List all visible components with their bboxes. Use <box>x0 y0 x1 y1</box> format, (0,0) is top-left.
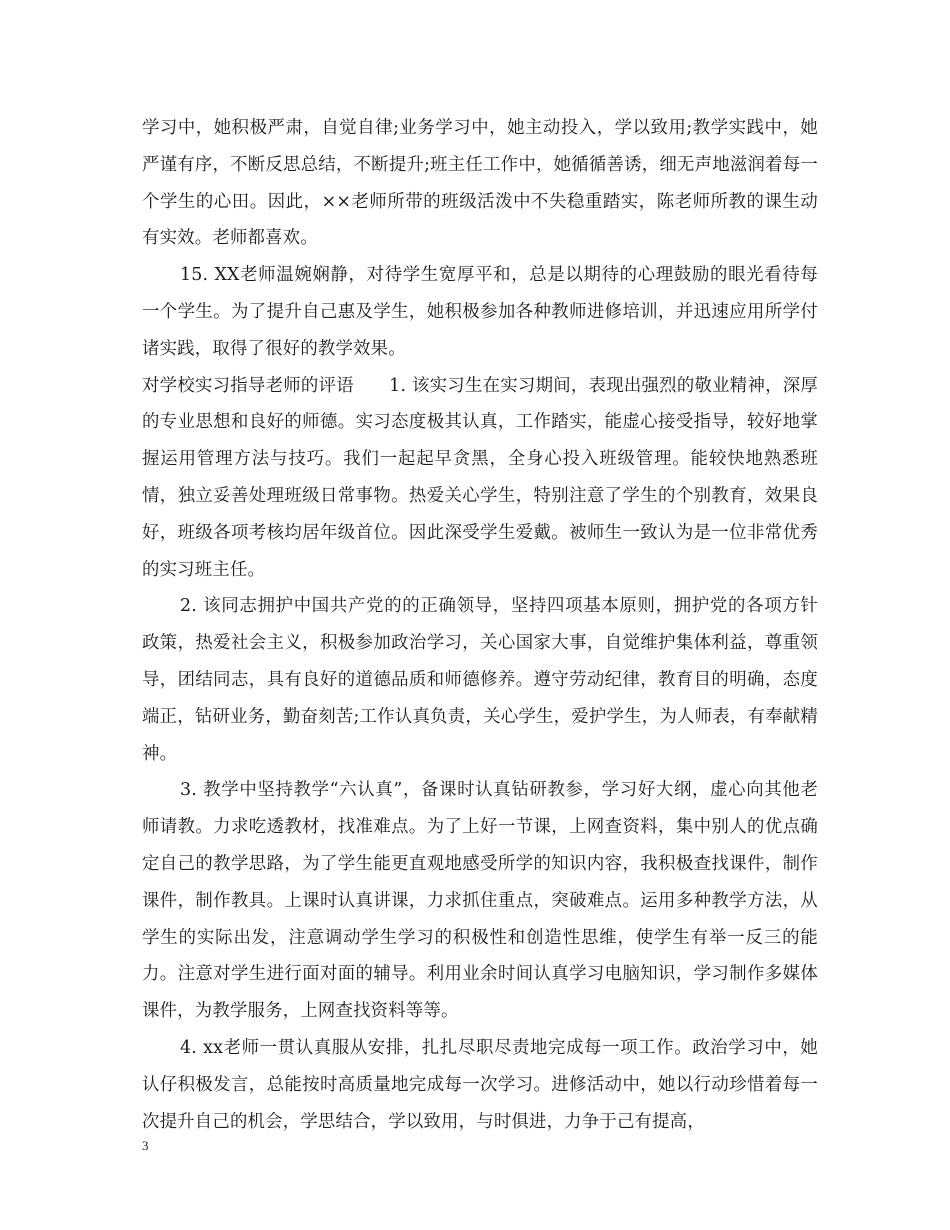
paragraph-internship-comment-1: 对学校实习指导老师的评语 1. 该实习生在实习期间，表现出强烈的敬业精神，深厚的专业思想和良好的师德。实习态度极其认真，工作踏实，能虚心接受指导，较好地掌握运用管理方法与技巧。我们一起起早贪黑，全身心投入班级管理。能较快地熟悉班情，独立妥善处理班级日常事物。热爱关心学生，特别注意了学生的个别教育，效果良好，班级各项考核均居年级首位。因此深受学生爱戴。被师生一致认为是一位非常优秀的实习班主任。 <box>142 375 818 580</box>
paragraph-comment-4: 4. xx老师一贯认真服从安排，扎扎尽职尽责地完成每一项工作。政治学习中，她认仔积极发言，总能按时高质量地完成每一次学习。进修活动中，她以行动珍惜着每一次提升自己的机会，学思结合，学以致用，与时俱进，力争于己有提高， <box>142 1037 818 1132</box>
paragraph-comment-3: 3. 教学中坚持教学“六认真”，备课时认真钻研教参，学习好大纲，虚心向其他老师请教。力求吃透教材，找准难点。为了上好一节课，上网查资料，集中别人的优点确定自己的教学思路，为了学生能更直观地感受所学的知识内容，我积极查找课件，制作课件，制作教具。上课时认真讲课，力求抓住重点，突破难点。运用多种教学方法，从学生的实际出发，注意调动学生学习的积极性和创造性思维，使学生有举一反三的能力。注意对学生进行面对面的辅导。利用业余时间认真学习电脑知识，学习制作多媒体课件，为教学服务，上网查找资料等等。 <box>142 780 818 1022</box>
page-number: 3 <box>142 1138 149 1153</box>
paragraph-continuation: 学习中，她积极严肃，自觉自律;业务学习中，她主动投入，学以致用;教学实践中，她严谨有序，不断反思总结，不断提升;班主任工作中，她循循善诱，细无声地滋润着每一个学生的心田。因此，××老师所带的班级活泼中不失稳重踏实，陈老师所教的课生动有实效。老师都喜欢。 <box>142 118 818 249</box>
document-body <box>142 110 818 1140</box>
paragraph-comment-15: 15. XX老师温婉娴静，对待学生宽厚平和，总是以期待的心理鼓励的眼光看待每一个学生。为了提升自己惠及学生，她积极参加各种教师进修培训，并迅速应用所学付诸实践，取得了很好的教学效果。 <box>142 265 818 359</box>
paragraph-comment-2: 2. 该同志拥护中国共产党的的正确领导，坚持四项基本原则，拥护党的各项方针政策，热爱社会主义，积极参加政治学习，关心国家大事，自觉维护集体利益，尊重领导，团结同志，具有良好的道德品质和师德修养。遵守劳动纪律，教育目的明确，态度端正，钻研业务，勤奋刻苦;工作认真负责，关心学生，爱护学生，为人师表，有奉献精神。 <box>142 596 818 764</box>
